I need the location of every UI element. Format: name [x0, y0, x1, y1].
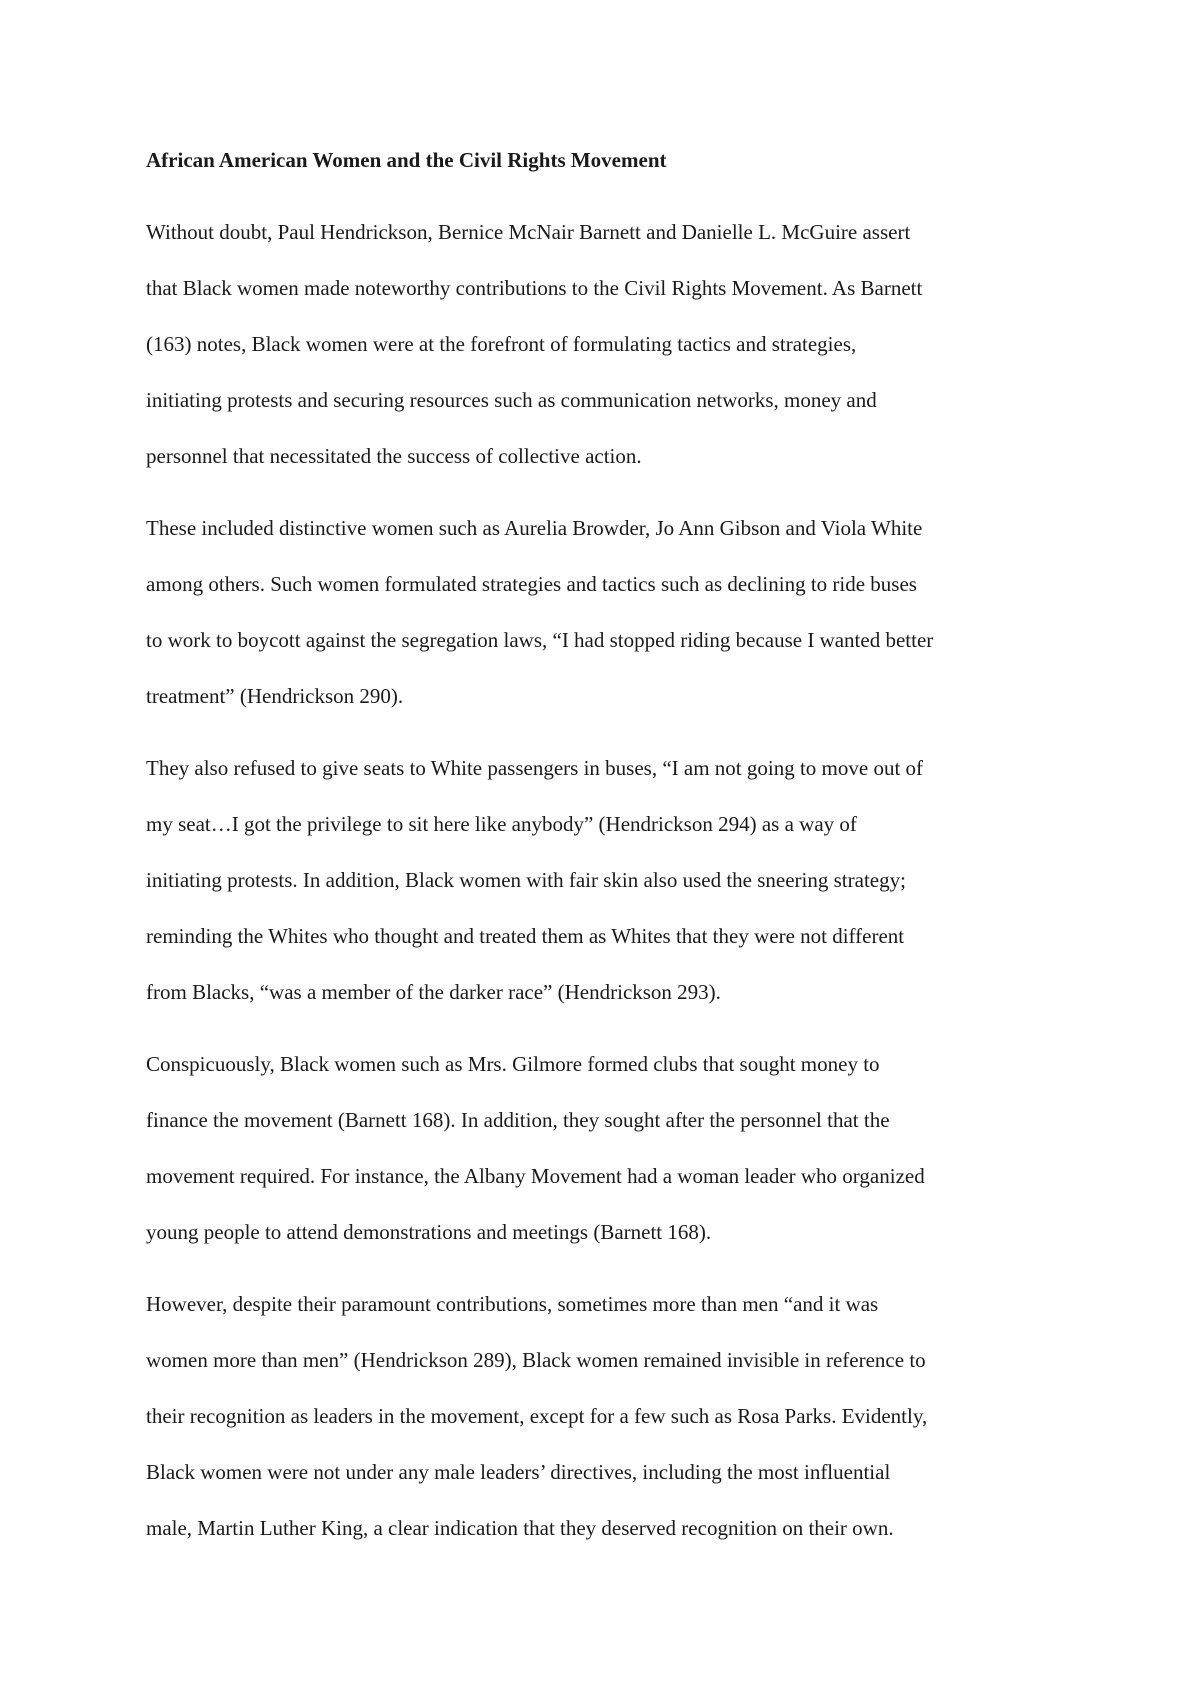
text-line: personnel that necessitated the success of collective action.	[146, 444, 642, 468]
text-line: However, despite their paramount contributions, sometimes more than men “and it was	[146, 1292, 879, 1316]
text-line: initiating protests and securing resources such as communication networks, money and	[146, 388, 877, 412]
text-line: their recognition as leaders in the movement, except for a few such as Rosa Parks. Evidently,	[146, 1404, 928, 1428]
text-line: These included distinctive women such as Aurelia Browder, Jo Ann Gibson and Viola White	[146, 516, 923, 540]
text-line: that Black women made noteworthy contributions to the Civil Rights Movement. As Barnett	[146, 276, 923, 300]
text-line: treatment” (Hendrickson 290).	[146, 684, 404, 708]
text-line: young people to attend demonstrations and meetings (Barnett 168).	[146, 1220, 712, 1244]
document-body	[146, 132, 1076, 1572]
text-line: Without doubt, Paul Hendrickson, Bernice McNair Barnett and Danielle L. McGuire assert	[146, 220, 911, 244]
paragraph	[146, 500, 1076, 724]
text-line: reminding the Whites who thought and treated them as Whites that they were not different	[146, 924, 905, 948]
paragraph	[146, 740, 1076, 1020]
text-line: movement required. For instance, the Albany Movement had a woman leader who organized	[146, 1164, 925, 1188]
text-line: from Blacks, “was a member of the darker race” (Hendrickson 293).	[146, 980, 721, 1004]
text-line: finance the movement (Barnett 168). In addition, they sought after the personnel that the	[146, 1108, 890, 1132]
text-line: Conspicuously, Black women such as Mrs. Gilmore formed clubs that sought money to	[146, 1052, 880, 1076]
document-title: African American Women and the Civil Rights Movement	[146, 148, 667, 172]
text-line: my seat…I got the privilege to sit here like anybody” (Hendrickson 294) as a way of	[146, 812, 857, 836]
paragraph	[146, 204, 1076, 484]
text-line: initiating protests. In addition, Black women with fair skin also used the sneering strategy;	[146, 868, 906, 892]
text-line: among others. Such women formulated strategies and tactics such as declining to ride buses	[146, 572, 917, 596]
text-line: to work to boycott against the segregation laws, “I had stopped riding because I wanted better	[146, 628, 934, 652]
text-line: male, Martin Luther King, a clear indication that they deserved recognition on their own.	[146, 1516, 894, 1540]
text-line: (163) notes, Black women were at the forefront of formulating tactics and strategies,	[146, 332, 857, 356]
paragraph	[146, 1036, 1076, 1260]
paragraph	[146, 1276, 1076, 1556]
text-line: Black women were not under any male leaders’ directives, including the most influential	[146, 1460, 891, 1484]
text-line: They also refused to give seats to White passengers in buses, “I am not going to move out of	[146, 756, 924, 780]
text-line: women more than men” (Hendrickson 289), Black women remained invisible in reference to	[146, 1348, 926, 1372]
